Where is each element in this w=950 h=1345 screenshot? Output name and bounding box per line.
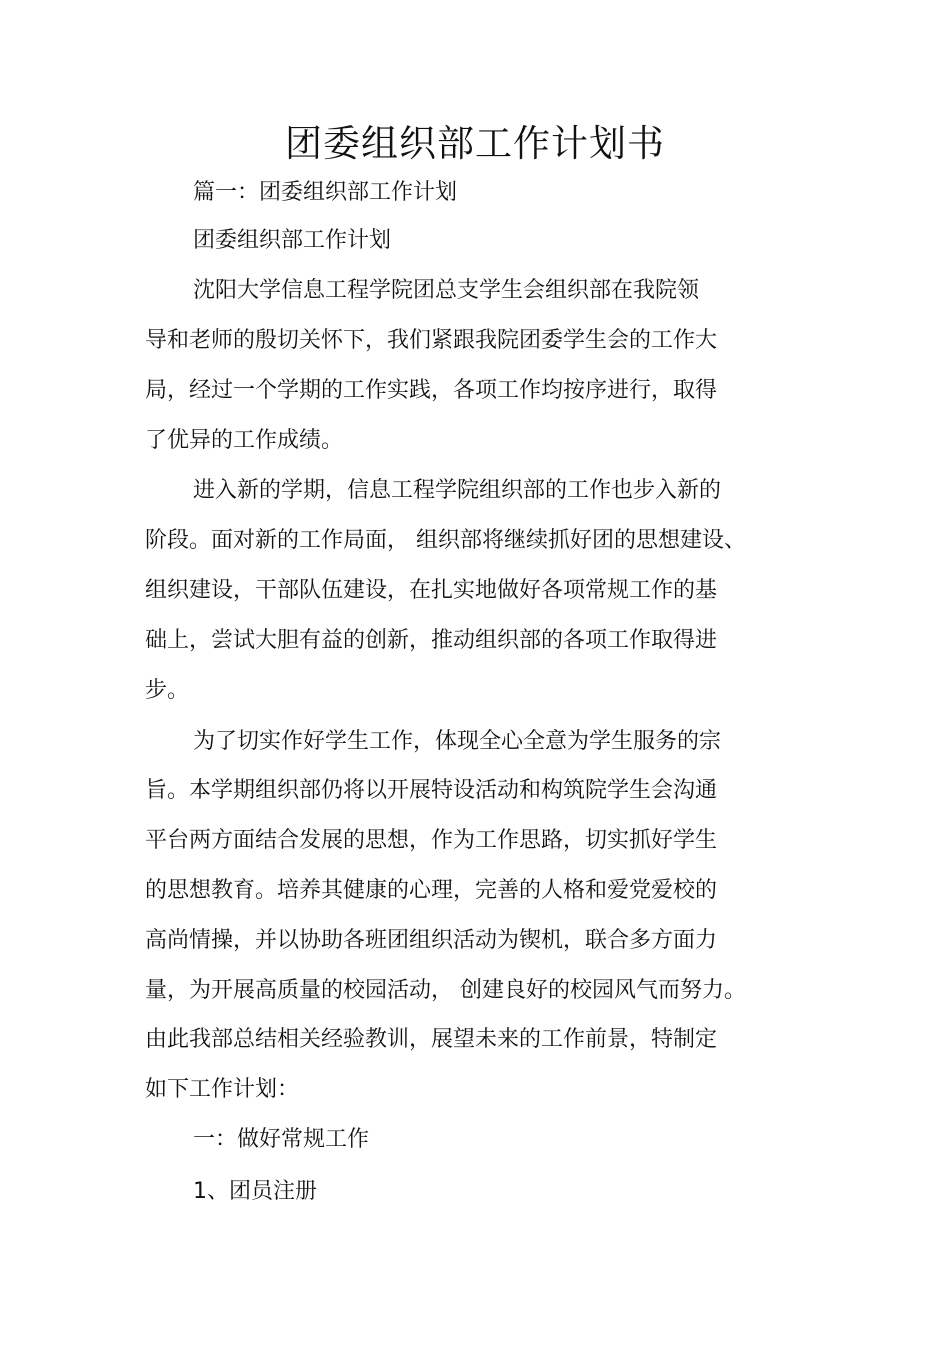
section-heading: 一：做好常规工作 <box>193 1127 370 1152</box>
paragraph-line: 为了切实作好学生工作，体现全心全意为学生服务的宗 <box>193 729 722 754</box>
paragraph-line: 高尚情操，并以协助各班团组织活动为锲机，联合多方面力 <box>145 928 718 953</box>
paragraph-line: 阶段。面对新的工作局面， 组织部将继续抓好团的思想建设、 <box>145 528 746 553</box>
document-title: 团委组织部工作计划书 <box>285 122 665 165</box>
paragraph-line: 进入新的学期，信息工程学院组织部的工作也步入新的 <box>193 478 722 503</box>
paragraph-line: 由此我部总结相关经验教训，展望未来的工作前景，特制定 <box>145 1027 718 1052</box>
subheading: 团委组织部工作计划 <box>193 228 392 253</box>
paragraph-line: 导和老师的殷切关怀下，我们紧跟我院团委学生会的工作大 <box>145 328 718 353</box>
paragraph-line: 础上，尝试大胆有益的创新，推动组织部的各项工作取得进 <box>145 628 718 653</box>
section-heading: 篇一：团委组织部工作计划 <box>193 180 458 205</box>
paragraph-line: 沈阳大学信息工程学院团总支学生会组织部在我院领 <box>193 278 700 303</box>
paragraph-line: 的思想教育。培养其健康的心理，完善的人格和爱党爱校的 <box>145 878 718 903</box>
paragraph-line: 平台两方面结合发展的思想，作为工作思路，切实抓好学生 <box>145 828 718 853</box>
paragraph-line: 旨。本学期组织部仍将以开展特设活动和构筑院学生会沟通 <box>145 778 718 803</box>
paragraph-line: 步。 <box>145 678 190 703</box>
paragraph-line: 如下工作计划： <box>145 1077 300 1102</box>
list-item: 1、团员注册 <box>193 1179 317 1204</box>
paragraph-line: 组织建设，干部队伍建设，在扎实地做好各项常规工作的基 <box>145 578 718 603</box>
paragraph-line: 局，经过一个学期的工作实践，各项工作均按序进行，取得 <box>145 378 718 403</box>
paragraph-line: 了优异的工作成绩。 <box>145 428 344 453</box>
paragraph-line: 量，为开展高质量的校园活动， 创建良好的校园风气而努力。 <box>145 978 746 1003</box>
